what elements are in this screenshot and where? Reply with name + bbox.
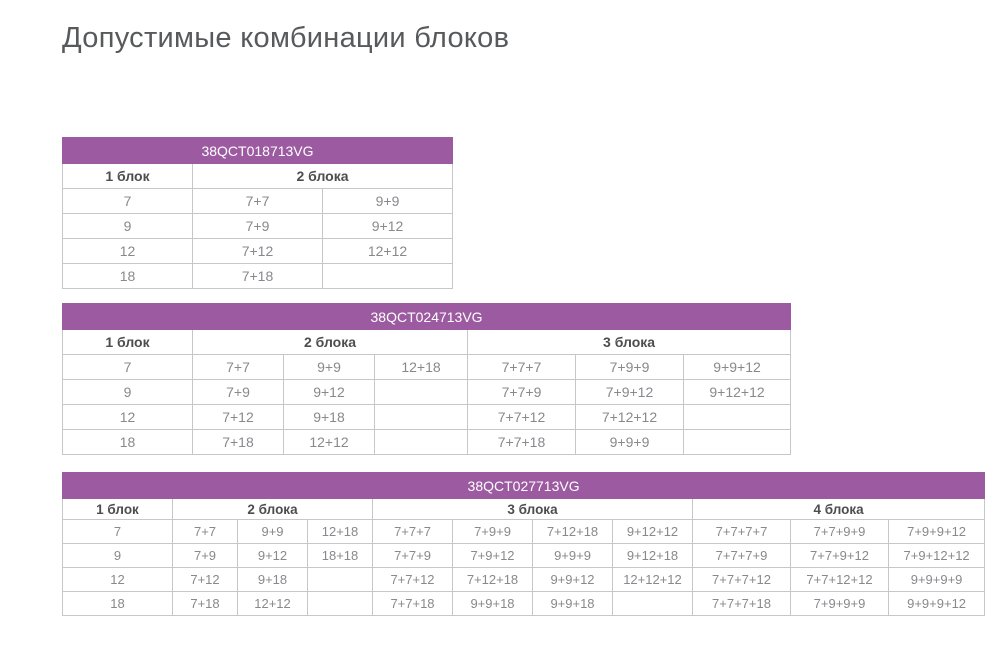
table-cell: 9+18 xyxy=(284,405,375,430)
table-cell: 9+9+9+12 xyxy=(889,592,985,616)
table-cell: 7+9+9 xyxy=(453,520,533,544)
table-cell: 18 xyxy=(63,430,193,455)
table-cell: 9+9+18 xyxy=(453,592,533,616)
table-cell: 7+12+18 xyxy=(453,568,533,592)
table-cell: 12+18 xyxy=(375,355,468,380)
table-row xyxy=(63,430,791,455)
table-cell: 9 xyxy=(63,380,193,405)
table-cell: 12+12 xyxy=(284,430,375,455)
table-cell xyxy=(613,592,693,616)
table-cell: 9+9+9 xyxy=(576,430,684,455)
table-cell: 9+9+18 xyxy=(533,592,613,616)
table-cell: 7+7+9+9 xyxy=(791,520,889,544)
table-cell: 9 xyxy=(63,214,193,239)
table-cell: 7+9 xyxy=(193,380,284,405)
column-group-header: 1 блок xyxy=(63,330,193,355)
table-row xyxy=(63,239,453,264)
table-model-header: 38QCT024713VG xyxy=(63,304,791,330)
column-group-header: 3 блока xyxy=(373,499,693,520)
table-cell: 9+12 xyxy=(323,214,453,239)
combinations-table-38qct024713vg xyxy=(62,303,791,455)
table-cell: 7+9+12 xyxy=(453,544,533,568)
table-cell: 7+7+7+7 xyxy=(693,520,791,544)
table-cell xyxy=(308,592,373,616)
table-cell: 9+9+12 xyxy=(684,355,791,380)
table-cell xyxy=(375,380,468,405)
table-cell: 7+7+7+12 xyxy=(693,568,791,592)
table-cell: 9+12 xyxy=(284,380,375,405)
table-row xyxy=(63,264,453,289)
table-cell: 12+18 xyxy=(308,520,373,544)
table-cell: 9+9 xyxy=(284,355,375,380)
table-cell: 9+12 xyxy=(238,544,308,568)
table-cell: 7+12 xyxy=(173,568,238,592)
table-row xyxy=(63,355,791,380)
table-cell: 12 xyxy=(63,405,193,430)
table-cell: 7+7+12+12 xyxy=(791,568,889,592)
table-model-header: 38QCT027713VG xyxy=(63,473,985,499)
table-cell: 7+18 xyxy=(193,430,284,455)
table-cell: 18+18 xyxy=(308,544,373,568)
table-cell: 9+9+12 xyxy=(533,568,613,592)
table-cell xyxy=(308,568,373,592)
table-cell: 7 xyxy=(63,189,193,214)
combinations-table-38qct027713vg xyxy=(62,472,985,616)
table-row xyxy=(63,568,985,592)
table-cell: 7+12+12 xyxy=(576,405,684,430)
column-group-header: 2 блока xyxy=(193,330,468,355)
table-cell: 9+9+9+9 xyxy=(889,568,985,592)
table-cell: 7+7+9 xyxy=(468,380,576,405)
table-row xyxy=(63,544,985,568)
table-cell: 7+18 xyxy=(193,264,323,289)
table-row xyxy=(63,189,453,214)
table-cell: 9+12+12 xyxy=(684,380,791,405)
table-cell: 7+9+12+12 xyxy=(889,544,985,568)
table-row xyxy=(63,380,791,405)
table-cell: 7+7+7+9 xyxy=(693,544,791,568)
table-cell: 7+12+18 xyxy=(533,520,613,544)
table-cell: 7+12 xyxy=(193,239,323,264)
table-cell: 7+18 xyxy=(173,592,238,616)
table-cell: 18 xyxy=(63,592,173,616)
table-cell: 7+7+18 xyxy=(373,592,453,616)
table-row xyxy=(63,520,985,544)
table-cell: 7+7 xyxy=(173,520,238,544)
table-cell: 12 xyxy=(63,568,173,592)
table-cell: 7+7+7+18 xyxy=(693,592,791,616)
table-cell xyxy=(375,405,468,430)
table-cell: 12 xyxy=(63,239,193,264)
table-cell: 7+7+7 xyxy=(468,355,576,380)
table-cell: 7+7 xyxy=(193,189,323,214)
table-cell: 9+18 xyxy=(238,568,308,592)
table-cell: 9+9 xyxy=(238,520,308,544)
table-row xyxy=(63,592,985,616)
table-cell: 7+7+12 xyxy=(468,405,576,430)
column-group-header: 2 блока xyxy=(173,499,373,520)
column-group-header: 1 блок xyxy=(63,499,173,520)
table-cell: 7+7+18 xyxy=(468,430,576,455)
table-cell: 12+12+12 xyxy=(613,568,693,592)
column-group-header: 3 блока xyxy=(468,330,791,355)
table-cell: 7+9+12 xyxy=(576,380,684,405)
table-cell xyxy=(684,405,791,430)
table-cell: 7+9 xyxy=(193,214,323,239)
table-cell: 7+12 xyxy=(193,405,284,430)
table-cell: 7 xyxy=(63,355,193,380)
table-cell: 7+7+9+12 xyxy=(791,544,889,568)
table-cell: 7+9+9+9 xyxy=(791,592,889,616)
table-cell: 7+9 xyxy=(173,544,238,568)
table-row xyxy=(63,405,791,430)
table-cell: 12+12 xyxy=(323,239,453,264)
table-cell: 9+9+9 xyxy=(533,544,613,568)
table-cell xyxy=(323,264,453,289)
table-model-header: 38QCT018713VG xyxy=(63,138,453,164)
table-cell: 9+9 xyxy=(323,189,453,214)
page-title: Допустимые комбинации блоков xyxy=(62,22,510,54)
table-row xyxy=(63,214,453,239)
table-cell: 7+7+9 xyxy=(373,544,453,568)
column-group-header: 1 блок xyxy=(63,164,193,189)
table-cell: 7+7 xyxy=(193,355,284,380)
table-cell: 18 xyxy=(63,264,193,289)
table-cell: 9 xyxy=(63,544,173,568)
table-cell: 7+9+9+12 xyxy=(889,520,985,544)
column-group-header: 4 блока xyxy=(693,499,985,520)
table-cell xyxy=(375,430,468,455)
table-cell: 7+7+7 xyxy=(373,520,453,544)
table-cell: 9+12+12 xyxy=(613,520,693,544)
table-cell xyxy=(684,430,791,455)
column-group-header: 2 блока xyxy=(193,164,453,189)
table-cell: 7+9+9 xyxy=(576,355,684,380)
table-cell: 9+12+18 xyxy=(613,544,693,568)
table-cell: 7 xyxy=(63,520,173,544)
table-cell: 7+7+12 xyxy=(373,568,453,592)
table-cell: 12+12 xyxy=(238,592,308,616)
combinations-table-38qct018713vg xyxy=(62,137,453,289)
